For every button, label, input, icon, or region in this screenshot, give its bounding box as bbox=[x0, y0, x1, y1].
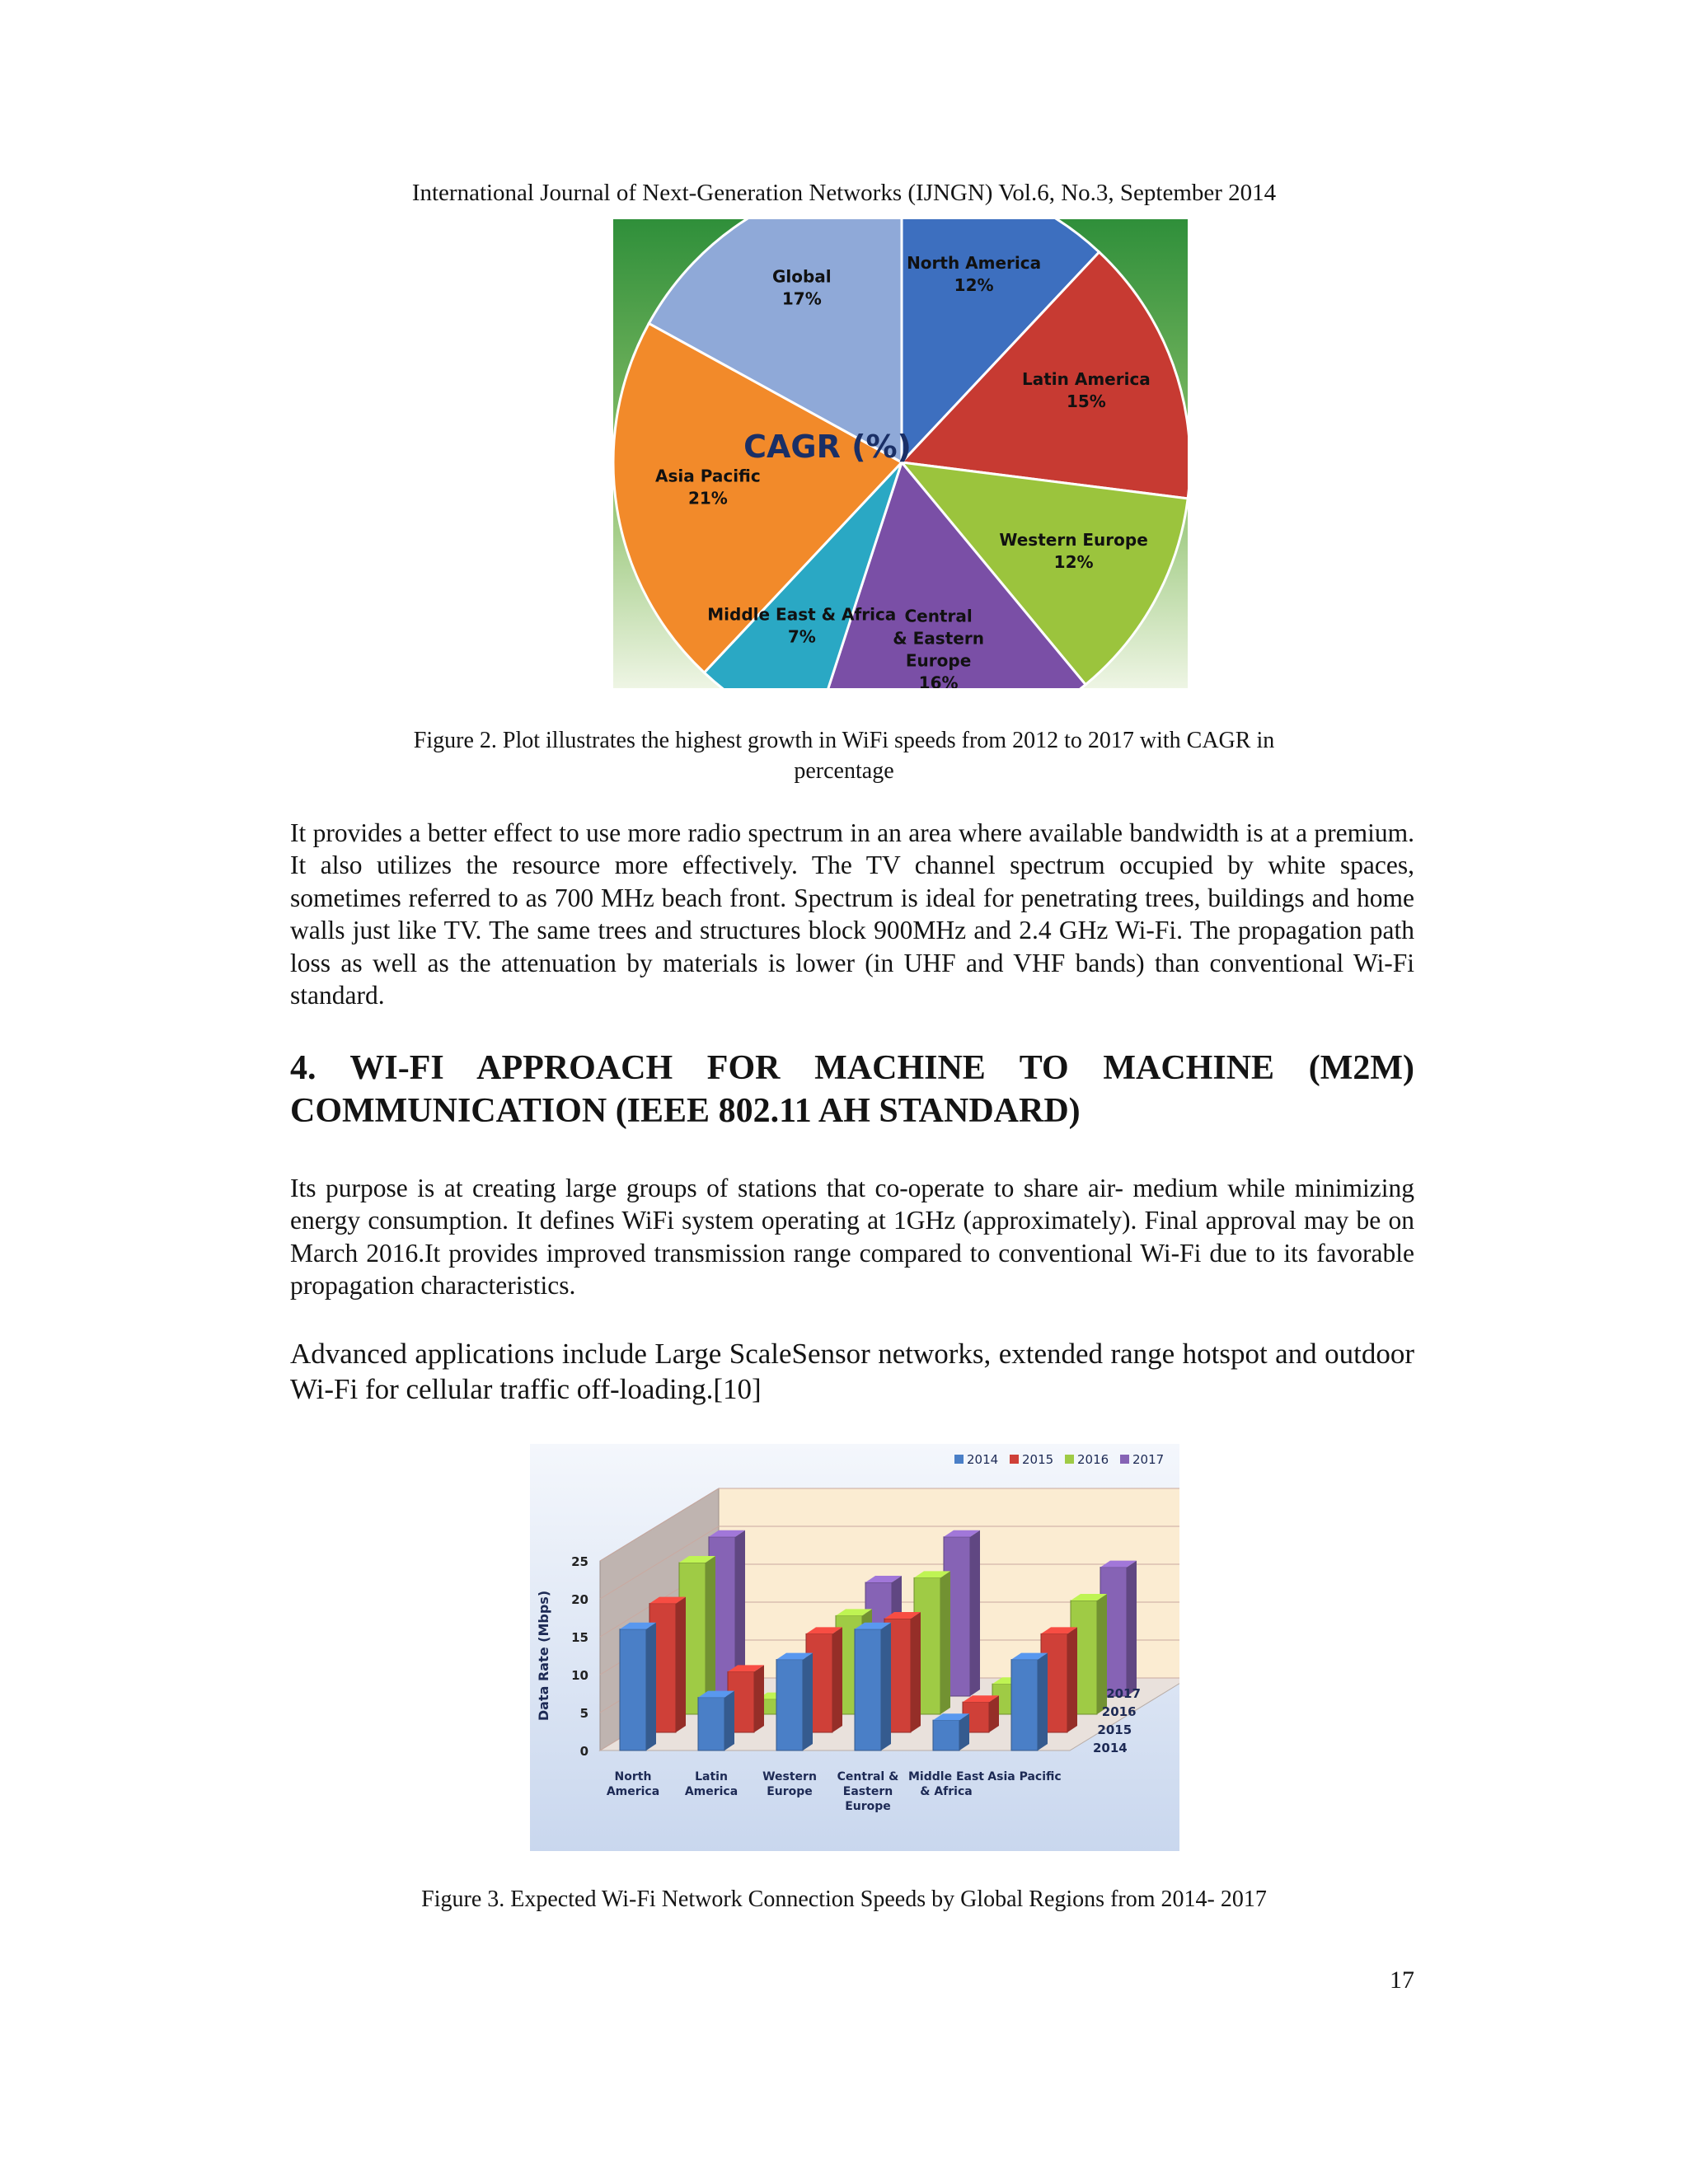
depth-label: 2014 bbox=[1093, 1741, 1128, 1755]
category-label: North bbox=[614, 1770, 652, 1783]
y-tick-label: 0 bbox=[579, 1744, 588, 1759]
bar-2014 bbox=[1011, 1653, 1048, 1750]
legend-label: 2015 bbox=[1022, 1452, 1054, 1467]
bar-2014 bbox=[855, 1623, 891, 1750]
paragraph-3: Advanced applications include Large ScaleSensor networks, extended range hotspot and outdoor Wi-Fi for cellular traffic off-loading.[10] bbox=[290, 1338, 1414, 1405]
pie-title: CAGR (%) bbox=[743, 429, 912, 465]
category-label: Latin bbox=[695, 1770, 728, 1783]
depth-label: 2016 bbox=[1101, 1704, 1137, 1719]
y-tick-label: 5 bbox=[579, 1706, 588, 1721]
y-tick-label: 10 bbox=[571, 1668, 588, 1683]
y-tick-label: 25 bbox=[571, 1554, 588, 1569]
pie-slice-label: North America bbox=[907, 253, 1042, 274]
depth-label: 2015 bbox=[1097, 1722, 1132, 1737]
pie-slice-label: Latin America bbox=[1021, 368, 1151, 389]
bar-2014 bbox=[933, 1713, 969, 1750]
category-label: Western bbox=[762, 1770, 817, 1783]
figure-2 bbox=[613, 219, 1188, 688]
category-label: America bbox=[684, 1785, 738, 1798]
pie-slice-label: Western Europe bbox=[999, 530, 1148, 551]
y-tick-label: 15 bbox=[571, 1630, 588, 1645]
category-label: Central & bbox=[837, 1770, 899, 1783]
pie-slice-label: 15% bbox=[1066, 391, 1106, 411]
page-number: 17 bbox=[1390, 1966, 1414, 1994]
paragraph-2: Its purpose is at creating large groups of stations that co-operate to share air- medium while minimizing energy consumption. It defines WiFi system operating at 1GHz (approximately). Final approval may be on March 2016.It provides improved transmission range compared to conventional Wi-Fi due to its favorable propagation characteristics. bbox=[290, 1174, 1414, 1301]
cagr-pie-chart bbox=[613, 219, 1188, 688]
legend-label: 2017 bbox=[1132, 1452, 1165, 1467]
section-heading: 4. WI-FI APPROACH FOR MACHINE TO MACHINE (M2M) COMMUNICATION (IEEE 802.11 AH STANDARD) bbox=[290, 1049, 1414, 1130]
pie-slice-label: 21% bbox=[687, 488, 728, 509]
category-label: & Africa bbox=[920, 1785, 973, 1798]
category-label: Europe bbox=[767, 1785, 813, 1798]
category-label: Europe bbox=[845, 1800, 891, 1813]
journal-header: International Journal of Next-Generation Networks (IJNGN) Vol.6, No.3, September 2014 bbox=[411, 180, 1277, 206]
legend-swatch bbox=[954, 1455, 964, 1464]
pie-slice-label: Global bbox=[771, 266, 832, 287]
y-tick-label: 20 bbox=[571, 1592, 588, 1607]
pie-slice-label: Asia Pacific bbox=[655, 466, 761, 486]
legend-swatch bbox=[1065, 1455, 1074, 1464]
pie-slice-label: 12% bbox=[1053, 552, 1094, 573]
pie-slice-label: 12% bbox=[954, 275, 994, 296]
figure-2-caption-line1: Figure 2. Plot illustrates the highest growth in WiFi speeds from 2012 to 2017 with CAGR in bbox=[413, 728, 1275, 753]
bar-2014 bbox=[620, 1623, 656, 1750]
pie-slice-label: 7% bbox=[787, 626, 816, 647]
figure-3 bbox=[530, 1444, 1179, 1851]
bar-2014 bbox=[776, 1653, 813, 1750]
pie-slice-label: 17% bbox=[781, 288, 822, 309]
depth-label: 2017 bbox=[1106, 1686, 1141, 1701]
category-label: America bbox=[606, 1785, 660, 1798]
category-label: Eastern bbox=[842, 1785, 893, 1798]
pie-slice-label: Europe bbox=[905, 650, 972, 671]
category-label: Middle East bbox=[908, 1770, 984, 1783]
paragraph-1: It provides a better effect to use more radio spectrum in an area where available bandwidth is at a premium. It also utilizes the resource more effectively. The TV channel spectrum occupied by white spaces, sometimes referred to as 700 MHz beach front. Spectrum is ideal for penetrating trees, buildings and home walls just like TV. The same trees and structures block 900MHz and 2.4 GHz Wi-Fi. The propagation path loss as well as the attenuation by materials is lower (in UHF and VHF bands) than conventional Wi-Fi standard. bbox=[290, 818, 1414, 1010]
figure-3-caption: Figure 3. Expected Wi-Fi Network Connection Speeds by Global Regions from 2014- 2017 bbox=[421, 1886, 1267, 1912]
category-label: Asia Pacific bbox=[987, 1770, 1062, 1783]
figure-2-caption-line2: percentage bbox=[794, 758, 894, 784]
legend-label: 2014 bbox=[967, 1452, 999, 1467]
legend-label: 2016 bbox=[1077, 1452, 1109, 1467]
legend-swatch bbox=[1010, 1455, 1019, 1464]
pie-slice-label: & Eastern bbox=[893, 628, 984, 649]
wifi-speeds-bar-chart bbox=[530, 1444, 1179, 1851]
pie-slice-label: Middle East & Africa bbox=[707, 604, 897, 625]
bar-2014 bbox=[698, 1691, 734, 1750]
legend-swatch bbox=[1120, 1455, 1129, 1464]
y-axis-label: Data Rate (Mbps) bbox=[536, 1590, 551, 1722]
pie-slice-label: 16% bbox=[918, 673, 959, 688]
pie-slice-label: Central bbox=[904, 606, 973, 626]
